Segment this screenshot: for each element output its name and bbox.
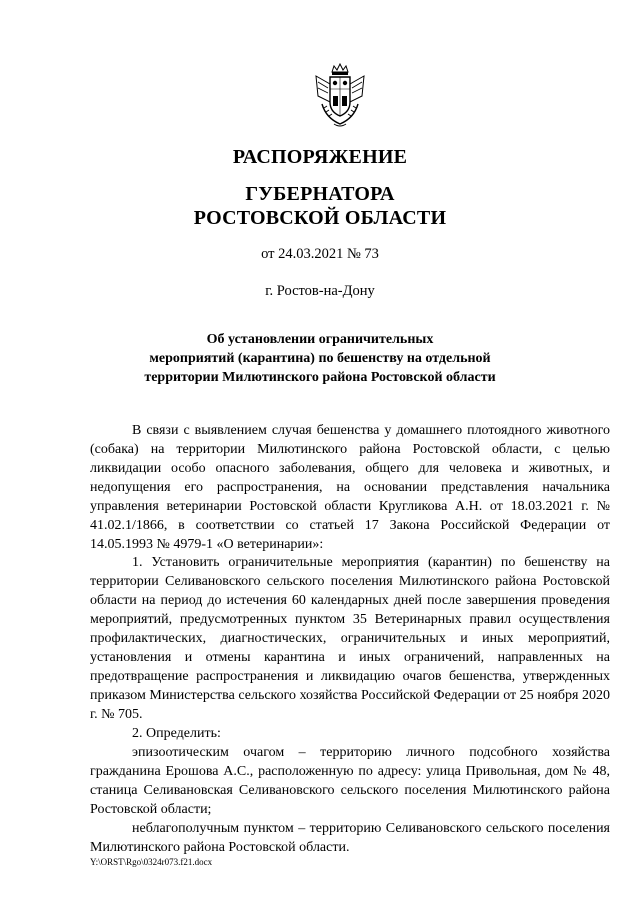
item-1-paragraph: 1. Установить ограничительные мероприятия (карантин) по бешенству на территории Селивановского сельского поселения Милютинского района Ростовской области на период до истечения 60 календарных дней после завершения проведения мероприятий, предусмотренных пунктом 35 Ветеринарных правил осуществления профилактических, диагностических, ограничительных и иных мероприятий, установления и отмены карантина и иных ограничений, направленных на предотвращение распространения и ликвидацию очагов бешенства, утвержденных приказом Министерства сельского хозяйства Российской Федерации от 25 ноября 2020 г. № 705. [90, 555, 610, 722]
preamble-paragraph: В связи с выявлением случая бешенства у домашнего плотоядного животного (собака) на территории Милютинского района Ростовской области, с целью ликвидации особо опасного заболевания, общего для человека и животных, и недопущения его распространения, на основании представления начальника управления ветеринарии Ростовской области Кругликова А.Н. от 18.03.2021 г. № 41.02.1/1866, в соответствии со статьей 17 Закона Российской Федерации от 14.05.1993 № 4979-1 «О ветеринарии»: [90, 423, 610, 552]
coat-of-arms-emblem [312, 62, 368, 130]
issuer-line-1: ГУБЕРНАТОРА [245, 183, 395, 205]
file-path-footer: Y:\ORST\Rgo\0324r073.f21.docx [90, 857, 213, 867]
document-title-line-2: мероприятий (карантина) по бешенству на отдельной [149, 351, 491, 366]
date-number: от 24.03.2021 № 73 [261, 246, 379, 262]
item-2b-paragraph: неблагополучным пунктом – территорию Селивановского сельского поселения Милютинского района Ростовской области. [90, 821, 610, 855]
document-type: РАСПОРЯЖЕНИЕ [232, 146, 408, 168]
city: г. Ростов-на-Дону [265, 283, 375, 299]
preamble-block [90, 421, 610, 554]
item-2-paragraph: 2. Определить: [132, 726, 221, 741]
item-2a-paragraph: эпизоотическим очагом – территорию личного подсобного хозяйства гражданина Ерошова А.С., расположенную по адресу: улица Привольная, дом № 48, станица Селивановская Селивановского сельского поселения Милютинского района Ростовской области; [90, 745, 610, 817]
document-title-line-3: территории Милютинского района Ростовской области [144, 370, 496, 385]
issuer-line-2: РОСТОВСКОЙ ОБЛАСТИ [193, 207, 447, 229]
document-title-line-1: Об установлении ограничительных [206, 332, 434, 347]
orders-block [90, 553, 610, 857]
